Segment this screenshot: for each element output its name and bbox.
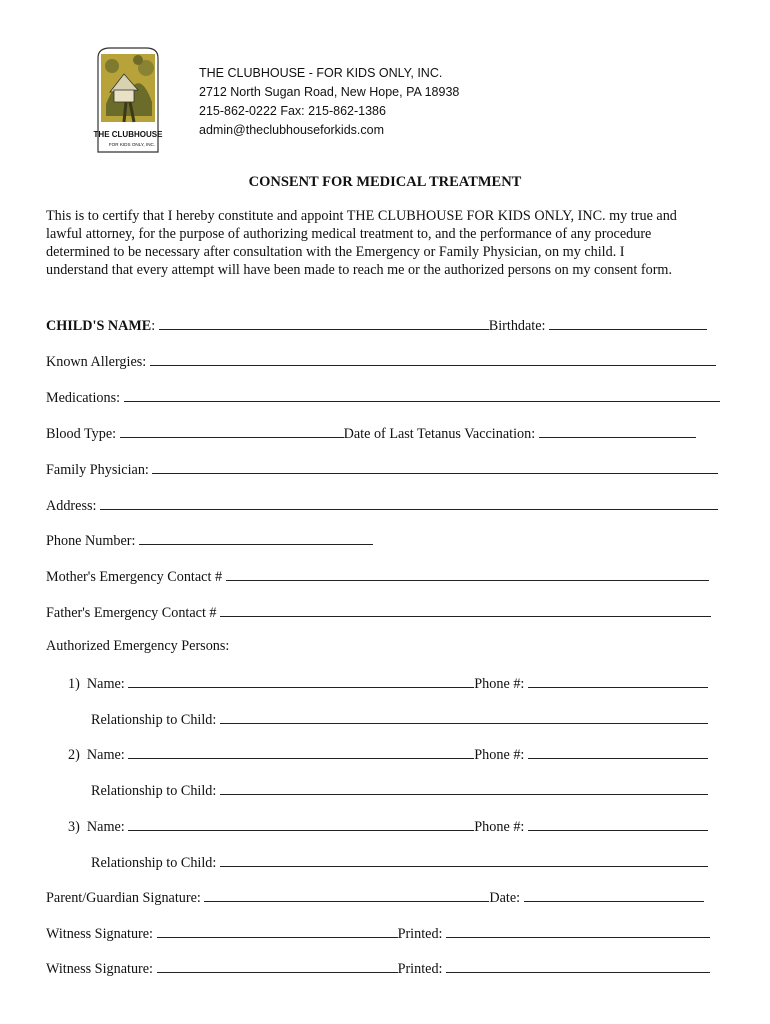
person-2-relationship-field[interactable] — [220, 781, 708, 795]
letterhead — [88, 44, 728, 159]
org-phone-fax: 215-862-0222 Fax: 215-862-1386 — [199, 104, 386, 118]
phone-label: Phone Number: — [46, 533, 136, 549]
printed-label: Printed: — [397, 926, 443, 942]
witness-signature-label: Witness Signature: — [46, 961, 154, 977]
birthdate-field[interactable] — [549, 316, 707, 330]
physician-label: Family Physician: — [46, 462, 149, 478]
logo-title: THE CLUBHOUSE — [93, 130, 163, 139]
witness-2-printed-field[interactable] — [446, 959, 710, 973]
birthdate-label: Birthdate: — [488, 318, 546, 334]
witness-2-signature-field[interactable] — [157, 959, 398, 973]
consent-paragraph — [46, 207, 736, 279]
row-witness-2 — [46, 959, 710, 979]
paragraph-line: This is to certify that I hereby constitute and appoint THE CLUBHOUSE FOR KIDS ONLY, INC. my true and — [46, 208, 677, 224]
paragraph-line: understand that every attempt will have been made to reach me or the authorized persons on my consent form. — [46, 262, 673, 278]
row-person-3-relationship — [91, 853, 708, 873]
blood-type-field[interactable] — [120, 424, 344, 438]
person-phone-label: Phone #: — [474, 676, 525, 692]
contact-block — [199, 64, 459, 140]
row-person-2-name — [68, 745, 708, 765]
address-field[interactable] — [100, 496, 718, 510]
person-number: 2) — [68, 747, 80, 763]
person-1-name-field[interactable] — [128, 674, 474, 688]
relationship-label: Relationship to Child: — [91, 855, 217, 871]
parent-signature-field[interactable] — [204, 888, 489, 902]
witness-1-signature-field[interactable] — [157, 924, 398, 938]
person-name-label: Name: — [86, 676, 125, 692]
person-3-name-field[interactable] — [128, 817, 474, 831]
phone-field[interactable] — [139, 531, 373, 545]
paragraph-line: lawful attorney, for the purpose of authorizing medical treatment to, and the performance of any procedure — [46, 226, 652, 242]
allergies-field[interactable] — [150, 352, 716, 366]
row-father-contact — [46, 603, 711, 623]
clubhouse-logo — [88, 44, 168, 156]
row-authorized-heading — [46, 638, 229, 658]
row-blood-type — [46, 424, 696, 444]
row-mother-contact — [46, 567, 709, 587]
row-person-2-relationship — [91, 781, 708, 801]
person-number: 1) — [68, 676, 80, 692]
medications-field[interactable] — [124, 388, 720, 402]
row-witness-1 — [46, 924, 710, 944]
mother-contact-label: Mother's Emergency Contact # — [46, 569, 223, 585]
person-name-label: Name: — [86, 747, 125, 763]
row-person-1-relationship — [91, 710, 708, 730]
person-3-phone-field[interactable] — [528, 817, 708, 831]
paragraph-line: determined to be necessary after consultation with the Emergency or Family Physician, on my child. I — [46, 244, 625, 260]
date-label: Date: — [489, 890, 521, 906]
parent-signature-label: Parent/Guardian Signature: — [46, 890, 201, 906]
mother-contact-field[interactable] — [226, 567, 709, 581]
blood-type-label: Blood Type: — [46, 426, 117, 442]
person-1-relationship-field[interactable] — [220, 710, 708, 724]
date-field[interactable] — [524, 888, 704, 902]
row-child-name: CHILD'S NAME: Birthdate: — [46, 316, 707, 336]
address-label: Address: — [46, 498, 97, 514]
row-address — [46, 496, 718, 516]
person-number: 3) — [68, 819, 80, 835]
relationship-label: Relationship to Child: — [91, 712, 217, 728]
person-phone-label: Phone #: — [474, 819, 525, 835]
father-contact-label: Father's Emergency Contact # — [46, 605, 217, 621]
person-3-relationship-field[interactable] — [220, 853, 708, 867]
row-allergies — [46, 352, 716, 372]
row-medications — [46, 388, 720, 408]
person-1-phone-field[interactable] — [528, 674, 708, 688]
row-phone — [46, 531, 373, 551]
printed-label: Printed: — [397, 961, 443, 977]
form-title: CONSENT FOR MEDICAL TREATMENT — [248, 174, 522, 190]
org-email: admin@theclubhouseforkids.com — [199, 123, 385, 137]
medications-label: Medications: — [46, 390, 121, 406]
allergies-label: Known Allergies: — [46, 354, 147, 370]
witness-signature-label: Witness Signature: — [46, 926, 154, 942]
org-address: 2712 North Sugan Road, New Hope, PA 18938 — [199, 85, 460, 99]
row-physician — [46, 460, 718, 480]
row-person-1-name — [68, 674, 708, 694]
person-2-name-field[interactable] — [128, 745, 474, 759]
tetanus-label: Date of Last Tetanus Vaccination: — [343, 426, 536, 442]
person-phone-label: Phone #: — [474, 747, 525, 763]
tetanus-field[interactable] — [539, 424, 696, 438]
witness-1-printed-field[interactable] — [446, 924, 710, 938]
person-2-phone-field[interactable] — [528, 745, 708, 759]
authorized-persons-heading: Authorized Emergency Persons: — [46, 638, 230, 654]
childs-name-field[interactable] — [159, 316, 489, 330]
father-contact-field[interactable] — [220, 603, 711, 617]
person-name-label: Name: — [86, 819, 125, 835]
row-person-3-name — [68, 817, 708, 837]
childs-name-label: CHILD'S NAME — [46, 318, 152, 334]
relationship-label: Relationship to Child: — [91, 783, 217, 799]
org-name: THE CLUBHOUSE - FOR KIDS ONLY, INC. — [199, 66, 443, 80]
physician-field[interactable] — [152, 460, 718, 474]
row-parent-signature — [46, 888, 704, 908]
logo-subtitle: FOR KIDS ONLY, INC. — [108, 142, 156, 147]
